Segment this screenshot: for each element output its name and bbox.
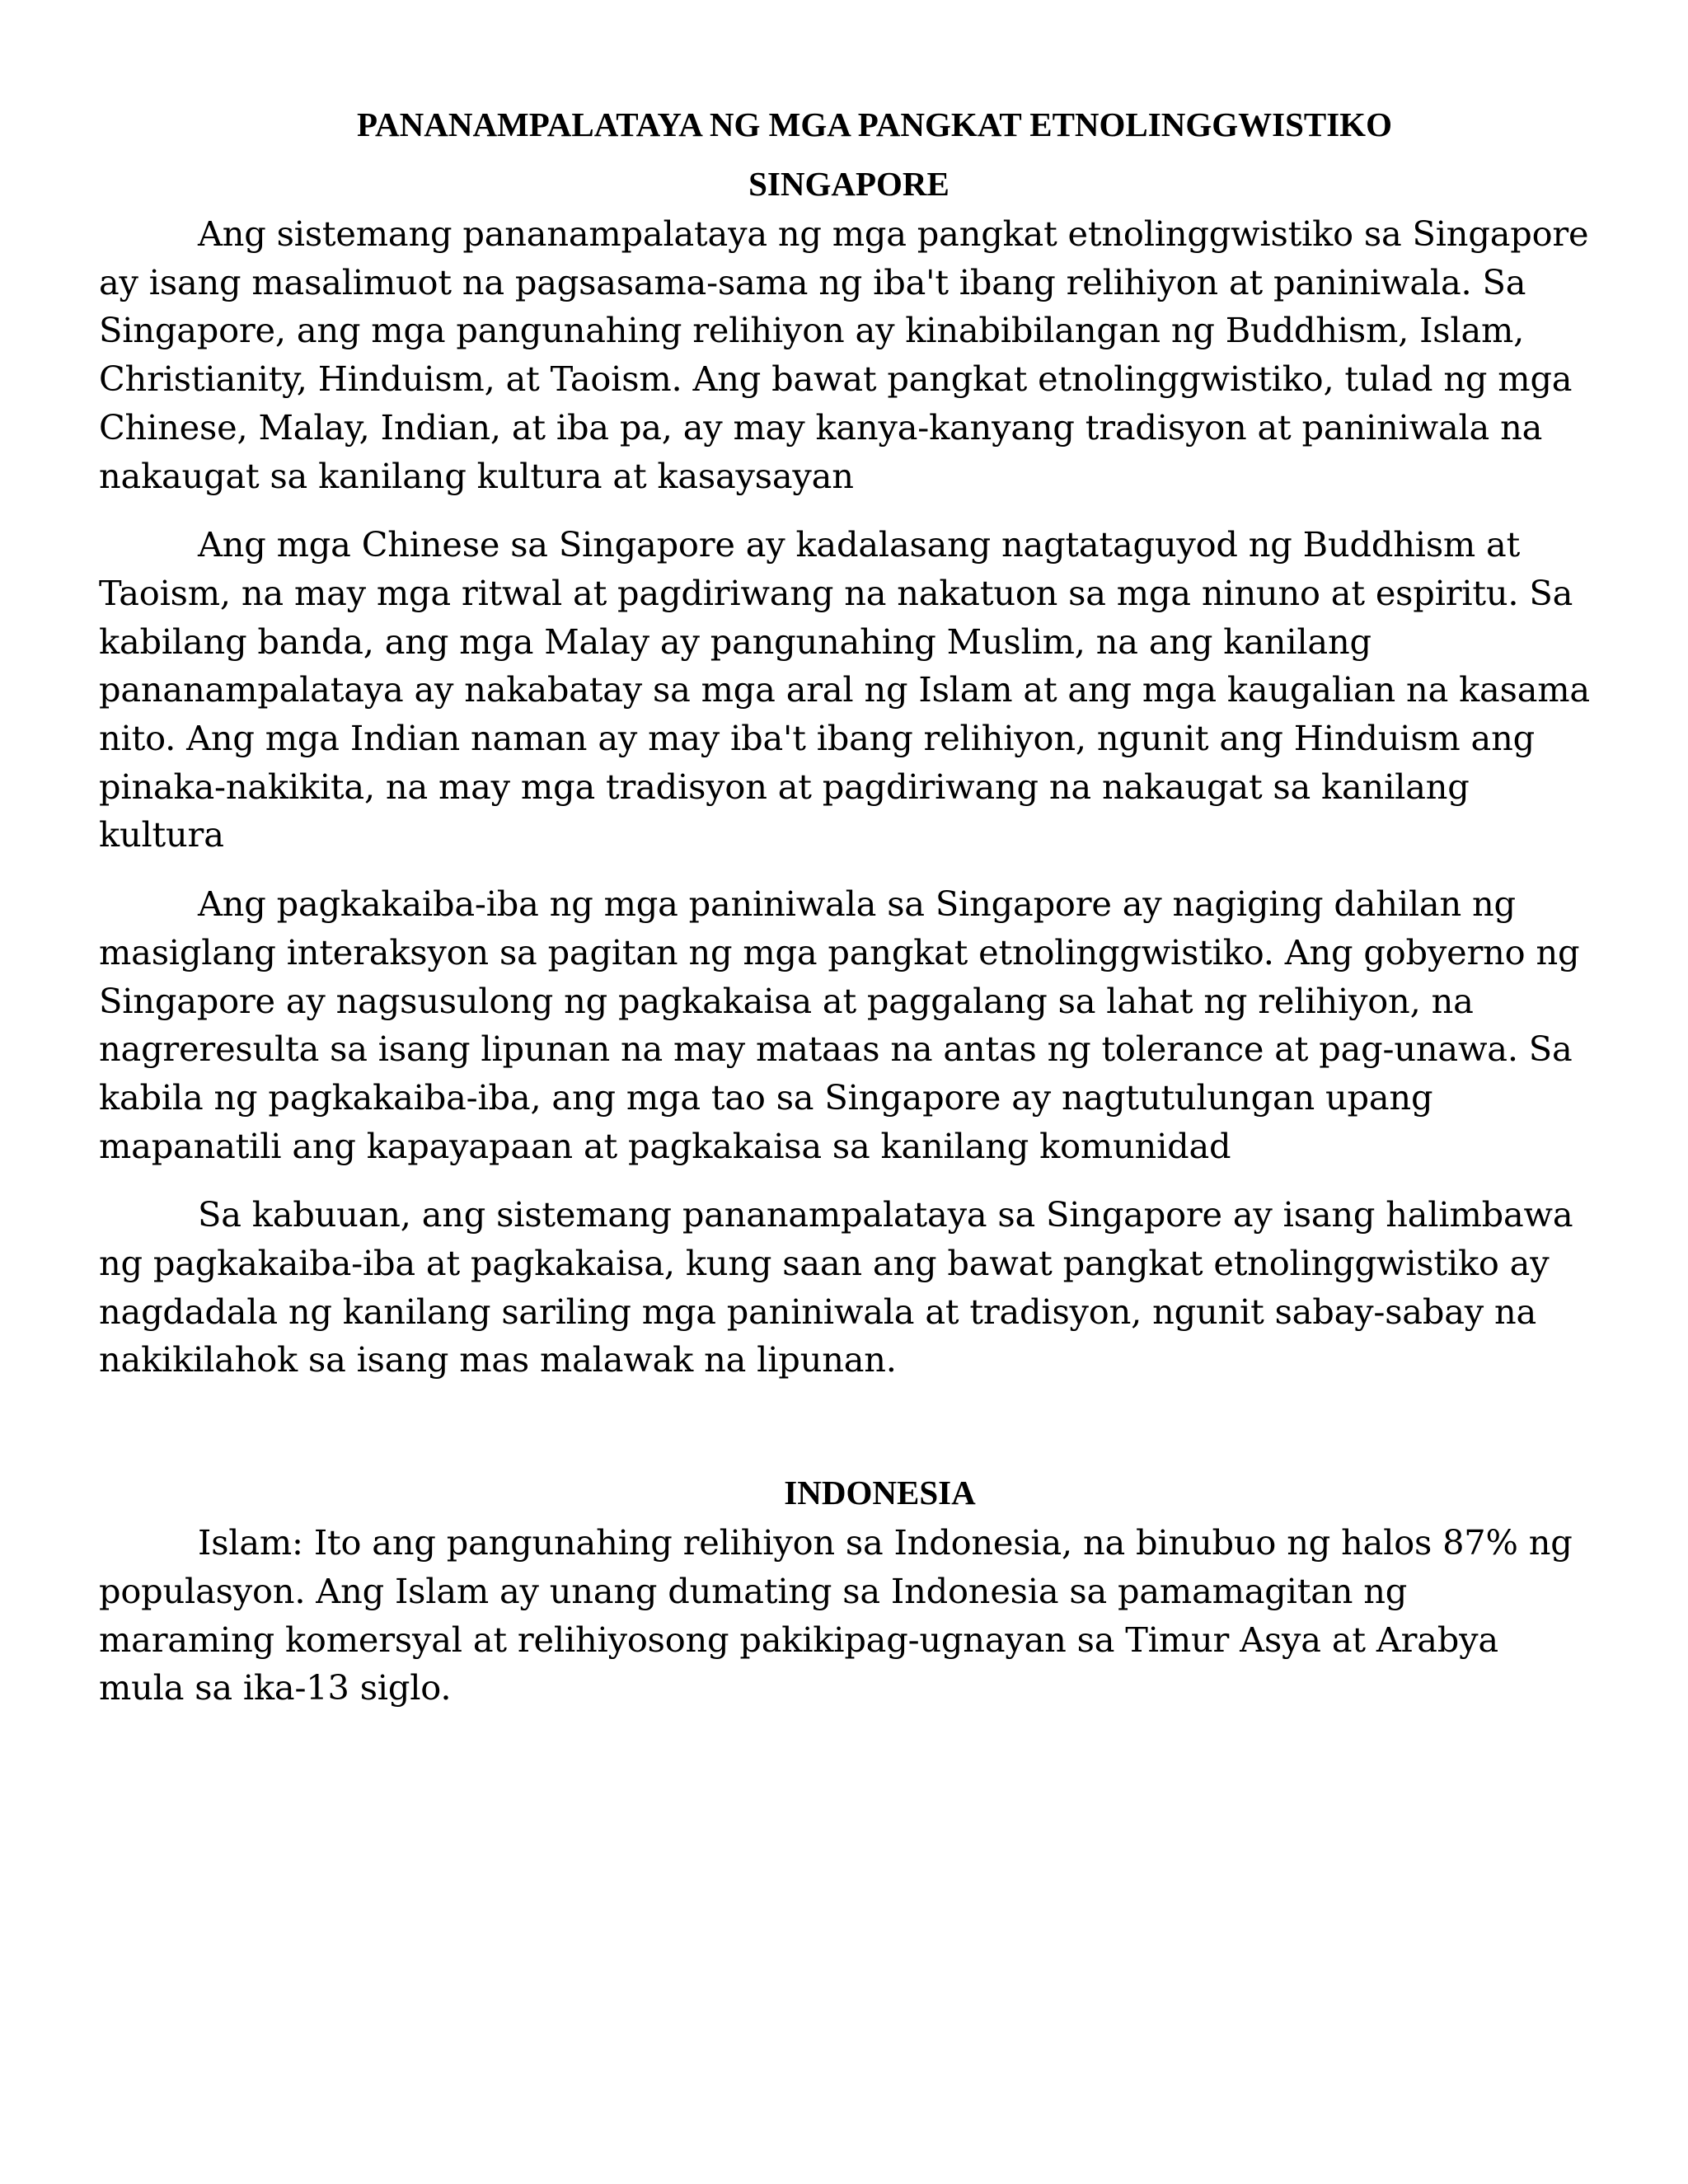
paragraph: Ang sistemang pananampalataya ng mga pangkat etnolinggwistiko sa Singapore ay isang masalimuot na pagsasama-sama ng iba't ibang relihiyon at paniniwala. Sa Singapore, ang mga pangunahing relihiyon ay kinabibilangan ng Buddhism, Islam, Christianity, Hinduism, at Taoism. Ang bawat pangkat etnolinggwistiko, tulad ng mga Chinese, Malay, Indian, at iba pa, ay may kanya-kanyang tradisyon at paniniwala na nakaugat sa kanilang kultura at kasaysayan	[99, 213, 1589, 496]
paragraph: Sa kabuuan, ang sistemang pananampalataya sa Singapore ay isang halimbawa ng pagkakaiba-iba at pagkakaisa, kung saan ang bawat pangkat etnolinggwistiko ay nagdadala ng kanilang sariling mga paniniwala at tradisyon, ngunit sabay-sabay na nakikilahok sa isang mas malawak na lipunan.	[99, 1194, 1573, 1380]
section-singapore	[99, 154, 1591, 1385]
section-heading-indonesia: INDONESIA	[784, 1474, 976, 1512]
document-page	[99, 95, 1591, 1733]
document-title: PANANAMPALATAYA NG MGA PANGKAT ETNOLINGGWISTIKO	[357, 105, 1392, 143]
paragraph: Islam: Ito ang pangunahing relihiyon sa Indonesia, na binubuo ng halos 87% ng populasyon. Ang Islam ay unang dumating sa Indonesia sa pamamagitan ng maraming komersyal at relihiyosong pakikipag-ugnayan sa Timur Asya at Arabya mula sa ika-13 siglo.	[99, 1522, 1573, 1708]
paragraph: Ang pagkakaiba-iba ng mga paniniwala sa Singapore ay nagiging dahilan ng masiglang interaksyon sa pagitan ng mga pangkat etnolinggwistiko. Ang gobyerno ng Singapore ay nagsusulong ng pagkakaisa at paggalang sa lahat ng relihiyon, na nagreresulta sa isang lipunan na may mataas na antas ng tolerance at pag-unawa. Sa kabila ng pagkakaiba-iba, ang mga tao sa Singapore ay nagtutulungan upang mapanatili ang kapayapaan at pagkakaisa sa kanilang komunidad	[99, 883, 1580, 1166]
section-indonesia	[99, 1463, 1591, 1713]
section-heading-singapore: SINGAPORE	[748, 165, 950, 203]
paragraph: Ang mga Chinese sa Singapore ay kadalasang nagtataguyod ng Buddhism at Taoism, na may mga ritwal at pagdiriwang na nakatuon sa mga ninuno at espiritu. Sa kabilang banda, ang mga Malay ay pangunahing Muslim, na ang kanilang pananampalataya ay nakabatay sa mga aral ng Islam at ang mga kaugalian na kasama nito. Ang mga Indian naman ay may iba't ibang relihiyon, ngunit ang Hinduism ang pinaka-nakikita, na may mga tradisyon at pagdiriwang na nakaugat sa kanilang kultura	[99, 524, 1590, 855]
